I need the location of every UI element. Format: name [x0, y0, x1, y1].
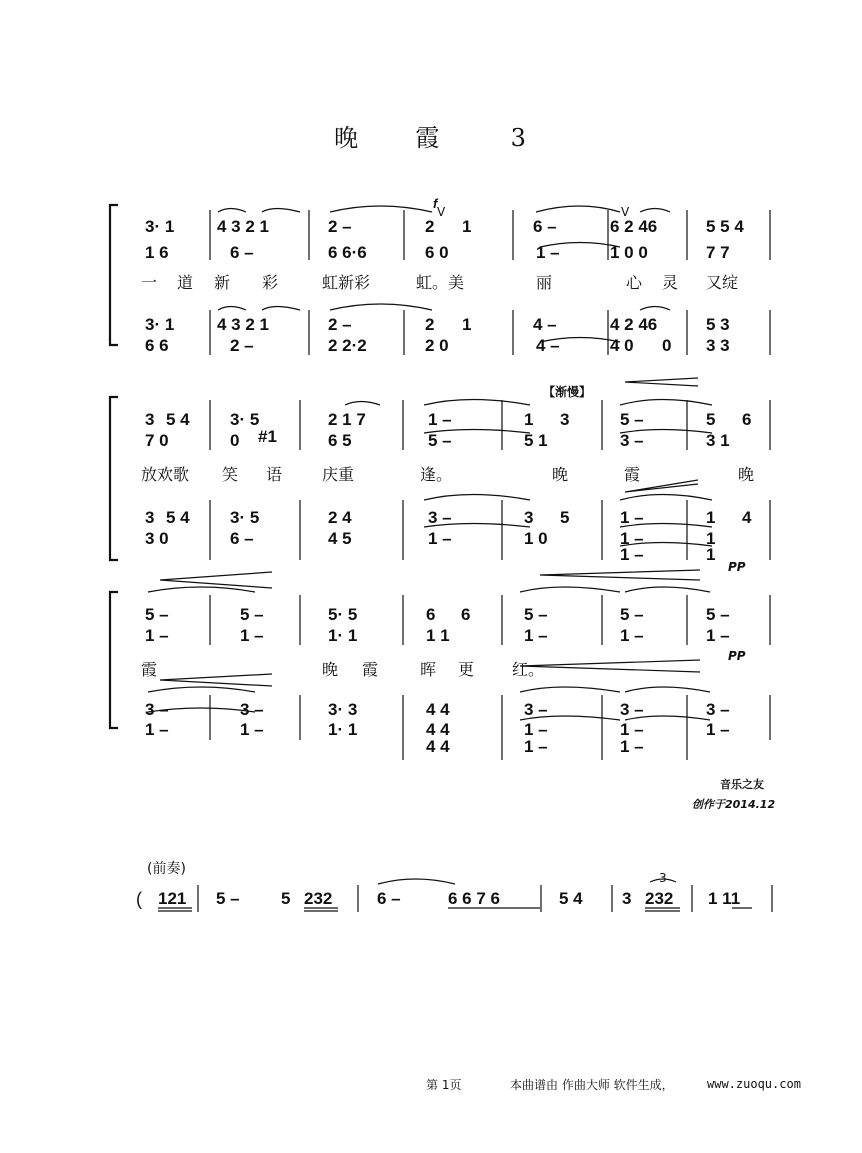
prelude-note-9: 232 — [645, 889, 674, 908]
pianissimo-mark: PP — [728, 649, 746, 663]
prelude-open-paren: ( — [136, 889, 142, 909]
sys3-bass-m7: 1 – — [706, 720, 730, 739]
sys1-alto-m4: 6 0 — [425, 243, 449, 262]
sys1-lyric-1: 一 — [141, 273, 158, 292]
sys1-alto-m2: 6 – — [230, 243, 254, 262]
sys2-bass-m5: 1 – — [620, 529, 644, 548]
sys2-soprano-m2: 3· 5 — [230, 410, 260, 429]
sys1-lyric-8: 心 — [626, 273, 643, 292]
sys2-alto-m2a: 0 — [230, 431, 240, 450]
sys3-alto-m4: 1 1 — [426, 626, 450, 645]
sys1-soprano-m4a: 2 — [425, 217, 435, 236]
sys3-bass-m6: 1 – — [620, 720, 644, 739]
sys3-alto-m5: 1 – — [524, 626, 548, 645]
sys3-alto-m2: 1 – — [240, 626, 264, 645]
sys1-soprano-m7: 5 5 4 — [706, 217, 744, 236]
sys2-alto-m4: 5 – — [428, 431, 452, 450]
sys2-tenor-m4a: 3 – — [428, 508, 452, 527]
sys3-lyric-2: 晚 — [322, 660, 339, 679]
sys1-bass-m5: 4 – — [536, 336, 560, 355]
sys3-soprano-m2: 5 – — [240, 605, 264, 624]
sys2-bass-m2: 6 – — [230, 529, 254, 548]
sys1-lyric-5: 虹新彩 — [322, 273, 371, 292]
sys1-soprano-m2: 4 3 2 1 — [217, 217, 269, 236]
sys2-tenor-m4c: 5 — [560, 508, 570, 527]
sys1-lyric-3: 新 — [214, 273, 231, 292]
website-link[interactable]: www.zuoqu.com — [707, 1077, 801, 1091]
author-name: 音乐之友 — [720, 778, 764, 791]
sys1-tenor-m6: 4 2 46 — [610, 315, 658, 334]
sys1-tenor-m1: 3· 1 — [145, 315, 175, 334]
sys3-lyric-4: 晖 — [420, 660, 437, 679]
prelude-note-6: 6 6 7 6 — [448, 889, 500, 908]
sys3-bass-m2: 1 – — [240, 720, 264, 739]
sys2-soprano-m5b: 5 — [706, 410, 716, 429]
sys2-lyric-5: 逢。 — [420, 465, 453, 484]
prelude-note-4: 232 — [304, 889, 333, 908]
sys3-alto-m6: 1 – — [620, 626, 644, 645]
sys2-tenor-m5a: 1 – — [620, 508, 644, 527]
triplet-mark: 3 — [659, 871, 667, 885]
sys2-alto-m3: 6 5 — [328, 431, 352, 450]
sys2-lyric-8: 晚 — [738, 465, 755, 484]
sys1-lyric-7: 丽 — [536, 273, 553, 292]
sys2-lyric-4: 庆重 — [322, 465, 355, 484]
sys3-bass-m3: 1· 1 — [328, 720, 358, 739]
system-1-bracket — [110, 205, 118, 345]
sys1-soprano-m6: 6 2 46 — [610, 217, 658, 236]
prelude-note-1: 121 — [158, 889, 187, 908]
sys1-tenor-m3: 2 – — [328, 315, 352, 334]
ritardando-mark: 【渐慢】 — [543, 385, 592, 399]
creation-date: 创作于2014.12 — [692, 798, 776, 811]
sys2-tenor-m3: 2 4 — [328, 508, 352, 527]
sys3-bass-m5: 1 – — [524, 720, 548, 739]
sys1-soprano-m3: 2 – — [328, 217, 352, 236]
sys3-soprano-m4b: 6 — [461, 605, 471, 624]
prelude-note-8: 3 — [622, 889, 632, 908]
title-char-1: 晚 — [334, 124, 361, 152]
prelude-note-5: 6 – — [377, 889, 401, 908]
sys3-bass-m4: 4 4 — [426, 720, 450, 739]
sys2-bass-m1: 3 0 — [145, 529, 169, 548]
sys1-lyric-4: 彩 — [262, 273, 279, 292]
sys2-bass-m4: 1 – — [428, 529, 452, 548]
sys1-tenor-m2: 4 3 2 1 — [217, 315, 269, 334]
sys2-soprano-m3: 2 1 7 — [328, 410, 366, 429]
sys1-soprano-m4b: 1 — [462, 217, 472, 236]
title-char-2: 霞 — [415, 124, 442, 152]
sys1-lyric-9: 灵 — [662, 273, 679, 292]
sys2-bass-m5b: 1 — [706, 529, 716, 548]
sys2-tenor-m1b: 5 4 — [166, 508, 190, 527]
software-credit: 本曲谱由 作曲大师 软件生成， — [510, 1078, 674, 1092]
sys2-lyric-3: 语 — [266, 465, 283, 484]
sys1-bass-m1: 6 6 — [145, 336, 169, 355]
sys1-lyric-10: 又绽 — [706, 273, 739, 292]
sys3-tenor-m5: 3 – — [524, 700, 548, 719]
sys2-lyric-1: 放欢歌 — [141, 465, 190, 484]
sys1-lyric-2: 道 — [177, 273, 194, 292]
sys2-alto-m2b: #1 — [258, 427, 277, 446]
breath-mark: V — [437, 205, 446, 219]
sys1-bass-m4: 2 0 — [425, 336, 449, 355]
prelude-note-3: 5 — [281, 889, 291, 908]
sys3-bass-m1: 1 – — [145, 720, 169, 739]
sys2-lyric-2: 笑 — [222, 465, 239, 484]
sys2-soprano-m4a: 1 – — [428, 410, 452, 429]
sys2-tenor-m2: 3· 5 — [230, 508, 260, 527]
sys2-soprano-m5a: 5 – — [620, 410, 644, 429]
sys3-soprano-m7: 5 – — [706, 605, 730, 624]
sys3-lyric-5: 更 — [458, 660, 475, 679]
sys3-alto-m1: 1 – — [145, 626, 169, 645]
prelude-label: (前奏) — [147, 861, 186, 877]
sys1-alto-m3: 6 6·6 — [328, 243, 367, 262]
pianissimo-mark: PP — [728, 560, 746, 574]
sys1-bass-m7: 3 3 — [706, 336, 730, 355]
prelude-note-7: 5 4 — [559, 889, 583, 908]
sys2-bass2-m5: 1 – — [620, 545, 644, 564]
sys1-tenor-m4a: 2 — [425, 315, 435, 334]
sys2-bass2-m5b: 1 — [706, 545, 716, 564]
sys3-tenor-m6: 3 – — [620, 700, 644, 719]
system-3-bracket — [110, 592, 118, 728]
sys3-tenor-m1: 3 – — [145, 700, 169, 719]
sys1-soprano-m5: 6 – — [533, 217, 557, 236]
sys2-tenor-m1a: 3 — [145, 508, 155, 527]
sys1-lyric-6: 虹。美 — [416, 273, 465, 292]
sys2-alto-m1: 7 0 — [145, 431, 169, 450]
sys2-tenor-m5b: 1 — [706, 508, 716, 527]
sys3-bass2-m6: 1 – — [620, 737, 644, 756]
sys1-bass-m2: 2 – — [230, 336, 254, 355]
sys3-alto-m7: 1 – — [706, 626, 730, 645]
sys3-soprano-m4a: 6 — [426, 605, 436, 624]
sys2-soprano-m4c: 3 — [560, 410, 570, 429]
sys1-alto-m5: 1 – — [536, 243, 560, 262]
sys2-alto-m5b: 3 1 — [706, 431, 730, 450]
sys3-soprano-m1: 5 – — [145, 605, 169, 624]
sys2-tenor-m4b: 3 — [524, 508, 534, 527]
sys3-alto-m3: 1· 1 — [328, 626, 358, 645]
sys3-lyric-3: 霞 — [362, 660, 379, 679]
prelude-note-2: 5 – — [216, 889, 240, 908]
sys2-alto-m4b: 5 1 — [524, 431, 548, 450]
page-number: 第 1页 — [426, 1078, 462, 1092]
sys3-tenor-m7: 3 – — [706, 700, 730, 719]
sys1-tenor-m7: 5 3 — [706, 315, 730, 334]
sys3-bass2-m4: 4 4 — [426, 737, 450, 756]
sys2-lyric-7: 霞 — [624, 465, 641, 484]
sys3-bass2-m5: 1 – — [524, 737, 548, 756]
sys1-bass-m6: 4 0 — [610, 336, 634, 355]
sys3-lyric-6: 红。 — [512, 660, 545, 679]
sys3-soprano-m3: 5· 5 — [328, 605, 358, 624]
sys2-soprano-m1b: 5 4 — [166, 410, 190, 429]
sys1-alto-m6: 1 0 0 — [610, 243, 648, 262]
sys3-soprano-m5: 5 – — [524, 605, 548, 624]
sys2-soprano-m5c: 6 — [742, 410, 752, 429]
sys1-alto-m1: 1 6 — [145, 243, 169, 262]
sys1-soprano-m1: 3· 1 — [145, 217, 175, 236]
sys3-tenor-m4: 4 4 — [426, 700, 450, 719]
sys3-lyric-1: 霞 — [141, 660, 158, 679]
sys3-tenor-m3: 3· 3 — [328, 700, 358, 719]
system-2-bracket — [110, 397, 118, 560]
breath-mark: V — [621, 205, 630, 219]
sys3-soprano-m6: 5 – — [620, 605, 644, 624]
sys1-tenor-m4b: 1 — [462, 315, 472, 334]
sys2-lyric-6: 晚 — [552, 465, 569, 484]
sys1-bass-m6b: 0 — [662, 336, 672, 355]
sys2-soprano-m4b: 1 — [524, 410, 534, 429]
sys2-alto-m5: 3 – — [620, 431, 644, 450]
forte-mark: f — [433, 196, 438, 211]
sys1-tenor-m5: 4 – — [533, 315, 557, 334]
sys1-alto-m7: 7 7 — [706, 243, 730, 262]
sys3-tenor-m2: 3 – — [240, 700, 264, 719]
prelude-note-10: 1 11 — [708, 889, 741, 908]
title-number: 3 — [510, 124, 528, 152]
sys2-soprano-m1a: 3 — [145, 410, 155, 429]
sys1-bass-m3: 2 2·2 — [328, 336, 367, 355]
sys2-tenor-m5c: 4 — [742, 508, 752, 527]
sys2-bass-m3: 4 5 — [328, 529, 352, 548]
sys2-bass-m4b: 1 0 — [524, 529, 548, 548]
